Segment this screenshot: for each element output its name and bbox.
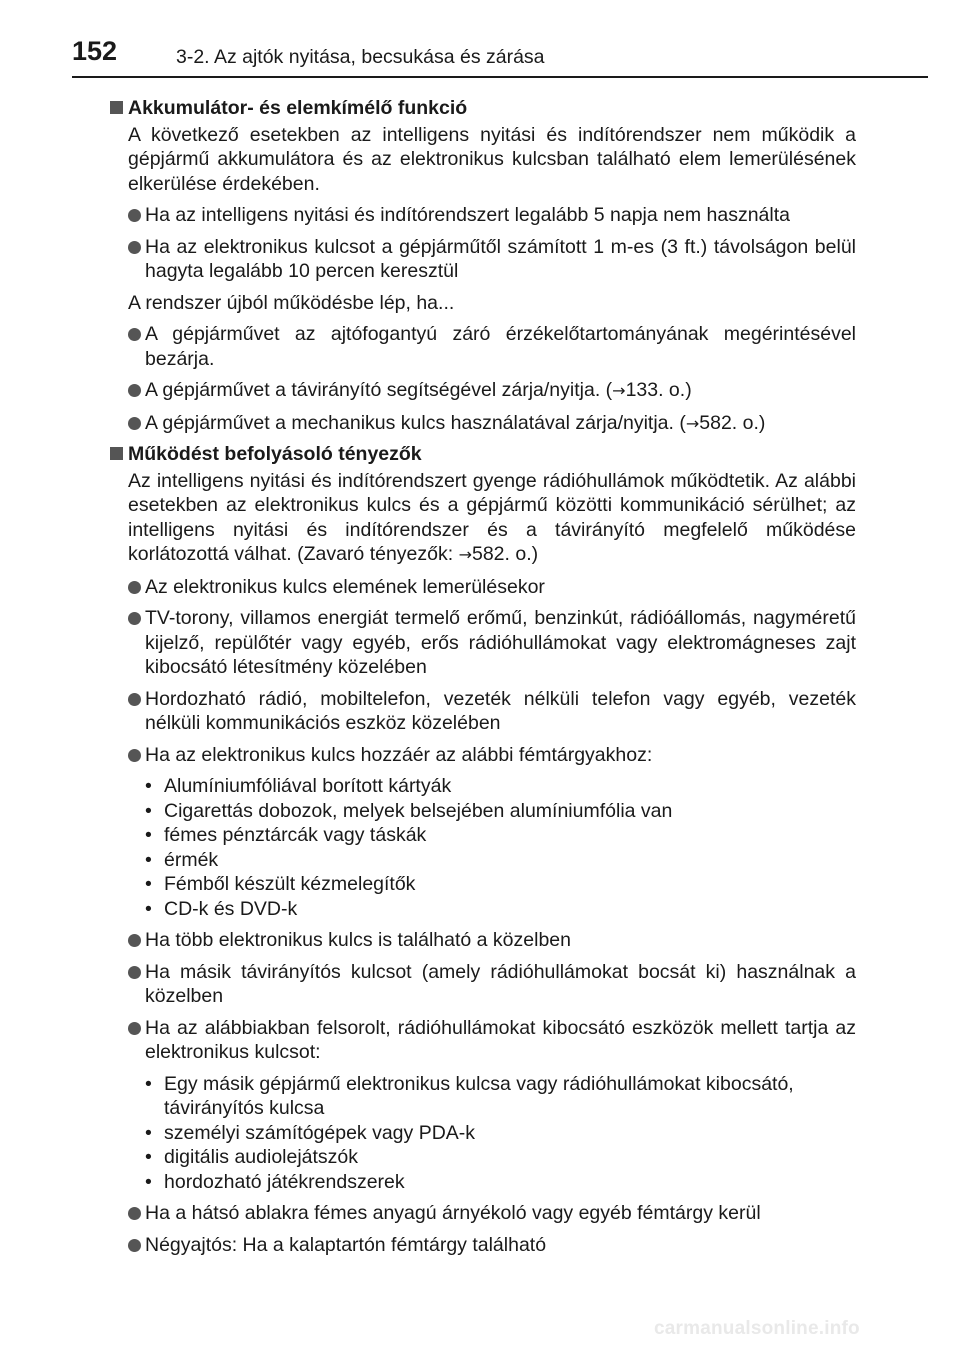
arrow-icon: → <box>685 413 700 433</box>
dot-bullet-icon: • <box>145 848 152 871</box>
dot-bullet-icon: • <box>145 1072 152 1095</box>
page-header <box>72 34 932 74</box>
sub-list-item: • személyi számítógépek vagy PDA-k <box>145 1121 476 1144</box>
sub-list-item: • Alumíniumfóliával borított kártyák <box>145 775 452 797</box>
round-bullet-icon <box>128 693 141 706</box>
sub-list-item: • Egy másik gépjármű elektronikus kulcsa vagy rádióhullámokat kibocsátó, távirányítós kulcsa <box>145 1072 794 1119</box>
sub-list-item: • CD-k és DVD-k <box>145 897 298 920</box>
square-bullet-icon <box>110 447 123 460</box>
round-bullet-icon <box>128 1022 141 1035</box>
sub-list-item: • hordozható játékrendszerek <box>145 1170 405 1193</box>
paragraph: A rendszer újból működésbe lép, ha... <box>128 291 455 314</box>
section-title: Akkumulátor- és elemkímélő funkció <box>128 97 468 119</box>
page-number: 152 <box>72 36 118 66</box>
round-bullet-icon <box>128 1207 141 1220</box>
section-heading <box>108 442 856 467</box>
dot-bullet-icon: • <box>145 775 152 797</box>
page-reference-link[interactable]: 133. o.) <box>625 379 692 401</box>
round-bullet-icon <box>128 581 141 594</box>
sub-list-item: • fémes pénztárcák vagy táskák <box>145 824 427 846</box>
paragraph: A következő esetekben az intelligens nyitási és indítórendszer nem működik a gépjármű akkumulátora és az elektronikus kulcsban található elem lemerülésének elkerülése érdekében. <box>128 123 856 195</box>
dot-bullet-icon: • <box>145 1121 152 1144</box>
list-item: Négyajtós: Ha a kalaptartón fémtárgy található <box>108 1233 856 1258</box>
page-content <box>108 93 856 1257</box>
dot-bullet-icon: • <box>145 1146 152 1168</box>
dot-bullet-icon: • <box>145 1170 152 1193</box>
sub-list-item: • Fémből készült kézmelegítők <box>145 873 416 895</box>
arrow-icon: → <box>612 381 626 400</box>
list-item: Ha az intelligens nyitási és indítórendszert legalább 5 napja nem használta <box>108 203 856 228</box>
list-item: Ha az elektronikus kulcs hozzáér az alábbi fémtárgyakhoz: <box>108 743 856 768</box>
sub-list-item: • digitális audiolejátszók <box>145 1146 359 1168</box>
list-item: Ha másik távirányítós kulcsot (amely rádióhullámokat bocsát ki) használnak a közelben <box>108 960 856 1009</box>
list-item: Ha több elektronikus kulcs is található a közelben <box>108 928 856 953</box>
round-bullet-icon <box>128 1239 141 1252</box>
round-bullet-icon <box>128 966 141 979</box>
dot-bullet-icon: • <box>145 824 152 846</box>
sub-list-item: • Cigarettás dobozok, melyek belsejében alumíniumfólia van <box>145 799 673 822</box>
round-bullet-icon <box>128 934 141 947</box>
page-reference-link[interactable]: 582. o.) <box>471 543 539 565</box>
round-bullet-icon <box>128 417 141 430</box>
arrow-icon: → <box>458 545 472 564</box>
list-item: Ha az elektronikus kulcsot a gépjárműtől számított 1 m-es (3 ft.) távolságon belül hagyta legalább 10 percen keresztül <box>108 235 856 284</box>
square-bullet-icon <box>110 101 123 114</box>
round-bullet-icon <box>128 328 141 341</box>
dot-bullet-icon: • <box>145 873 152 895</box>
round-bullet-icon <box>128 209 141 222</box>
list-item: A gépjárművet az ajtófogantyú záró érzékelőtartományának megérintésével bezárja. <box>108 322 856 371</box>
round-bullet-icon <box>128 241 141 254</box>
section-title: Működést befolyásoló tényezők <box>128 443 422 465</box>
list-item: Az elektronikus kulcs elemének lemerülésekor <box>108 575 856 600</box>
list-item: Hordozható rádió, mobiltelefon, vezeték nélküli telefon vagy egyéb, vezeték nélküli kommunikációs eszköz közelében <box>108 687 856 736</box>
watermark-link[interactable]: carmanualsonline.info <box>654 1318 860 1339</box>
list-item: A gépjárművet a távirányító segítségével zárja/nyitja. (→133. o.) <box>108 378 856 404</box>
sub-list <box>108 774 856 921</box>
dot-bullet-icon: • <box>145 799 152 822</box>
list-item: Ha az alábbiakban felsorolt, rádióhullámokat kibocsátó eszközök mellett tartja az elektronikus kulcsot: <box>108 1016 856 1065</box>
chapter-title: 3-2. Az ajtók nyitása, becsukása és zárása <box>176 46 545 68</box>
header-rule <box>72 76 928 78</box>
round-bullet-icon <box>128 612 141 625</box>
section-heading <box>108 96 856 121</box>
list-item: TV-torony, villamos energiát termelő erőmű, benzinkút, rádióállomás, nagyméretű kijelző, repülőtér vagy egyéb, erős rádióhullámokat vagy elektromágneses zajt kibocsátó létesítmény közelében <box>108 606 856 680</box>
paragraph: Az intelligens nyitási és indítórendszert gyenge rádióhullámok működtetik. Az alábbi esetekben az elektronikus kulcs és a gépjármű közötti kommunikáció sérülhet; az intelligens nyitási és indítórendszer és a távirányító megfelelő működése korlátozottá válhat. (Zavaró tényezők: →582. o.) <box>128 469 856 565</box>
dot-bullet-icon: • <box>145 897 152 920</box>
page-reference-link[interactable]: 582. o.) <box>699 411 766 434</box>
round-bullet-icon <box>128 749 141 762</box>
round-bullet-icon <box>128 384 141 397</box>
sub-list-item: • érmék <box>145 848 219 871</box>
list-item: A gépjárművet a mechanikus kulcs használatával zárja/nyitja. (→582. o.) <box>108 411 856 437</box>
list-item: Ha a hátsó ablakra fémes anyagú árnyékoló vagy egyéb fémtárgy kerül <box>108 1201 856 1226</box>
sub-list <box>108 1072 856 1195</box>
